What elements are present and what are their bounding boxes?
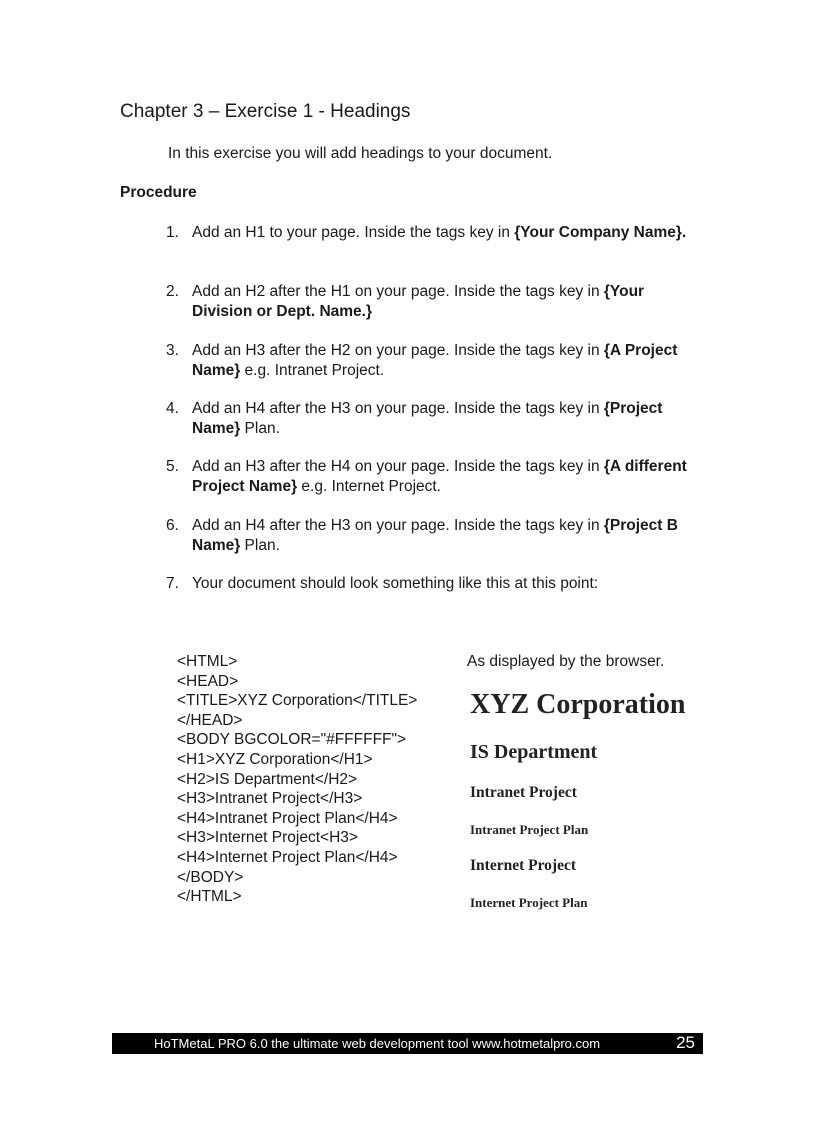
step-bold-text: {A Project Name} [192,342,678,379]
step-number: 1. [166,224,179,241]
step-text: Add an H3 after the H2 on your page. Inside the tags key in [192,342,604,359]
code-line: <HEAD> [177,672,239,690]
step-item [166,516,706,556]
step-text: Add an H1 to your page. Inside the tags key in [192,224,515,241]
step-item [166,223,706,243]
step-number: 7. [166,575,179,592]
step-number: 6. [166,517,179,534]
procedure-heading: Procedure [120,184,197,201]
step-text-tail: Plan. [240,420,280,437]
code-line: </BODY> [177,868,244,886]
step-number: 3. [166,342,179,359]
code-line: <H4>Internet Project Plan</H4> [177,848,398,866]
step-item [166,574,706,594]
code-line: <H4>Intranet Project Plan</H4> [177,809,398,827]
step-bold-text: {Project Name} [192,400,663,437]
step-text-tail: e.g. Intranet Project. [240,362,385,379]
rendered-h1: XYZ Corporation [470,689,686,720]
step-item [166,457,706,497]
code-line: <H2>IS Department</H2> [177,770,358,788]
code-line: <H3>Intranet Project</H3> [177,790,363,808]
code-line: <TITLE>XYZ Corporation</TITLE> [177,692,418,710]
code-line: </HTML> [177,888,242,906]
step-text: Add an H4 after the H3 on your page. Inside the tags key in [192,400,604,417]
code-line: <H3>Internet Project<H3> [177,829,358,847]
step-text-tail: e.g. Internet Project. [297,478,441,495]
step-item [166,282,706,322]
code-listing [177,652,417,907]
step-number: 5. [166,458,179,475]
step-item [166,399,706,439]
step-bold-text: {Your Company Name}. [514,224,687,241]
step-text: Add an H2 after the H1 on your page. Inside the tags key in [192,283,604,300]
intro-text: In this exercise you will add headings to your document. [168,145,553,162]
step-bold-text: {Your Division or Dept. Name.} [192,283,645,320]
step-text: Your document should look something like this at this point: [192,575,599,592]
code-line: <HTML> [177,653,238,670]
step-number: 4. [166,400,179,417]
step-bold-text: {A different Project Name} [192,458,687,495]
footer-bar [112,1033,703,1054]
code-line: </HEAD> [177,711,243,729]
step-number: 2. [166,283,179,300]
rendered-h2: IS Department [470,741,598,763]
code-line: <H1>XYZ Corporation</H1> [177,750,373,768]
footer-text: HoTMetaL PRO 6.0 the ultimate web development tool www.hotmetalpro.com [154,1036,601,1051]
rendered-h4-internet: Internet Project Plan [470,895,588,910]
rendered-h3-intranet: Intranet Project [470,784,577,801]
rendered-h3-internet: Internet Project [470,857,577,874]
step-item [166,341,706,381]
step-text: Add an H3 after the H4 on your page. Inside the tags key in [192,458,604,475]
rendered-h4-intranet: Intranet Project Plan [470,822,589,837]
page-number: 25 [676,1033,695,1052]
step-bold-text: {Project B Name} [192,517,678,554]
browser-caption: As displayed by the browser. [467,653,665,670]
step-text: Add an H4 after the H3 on your page. Inside the tags key in [192,517,604,534]
chapter-title: Chapter 3 – Exercise 1 - Headings [120,101,411,122]
code-line: <BODY BGCOLOR="#FFFFFF"> [177,731,407,749]
step-text-tail: Plan. [240,537,280,554]
